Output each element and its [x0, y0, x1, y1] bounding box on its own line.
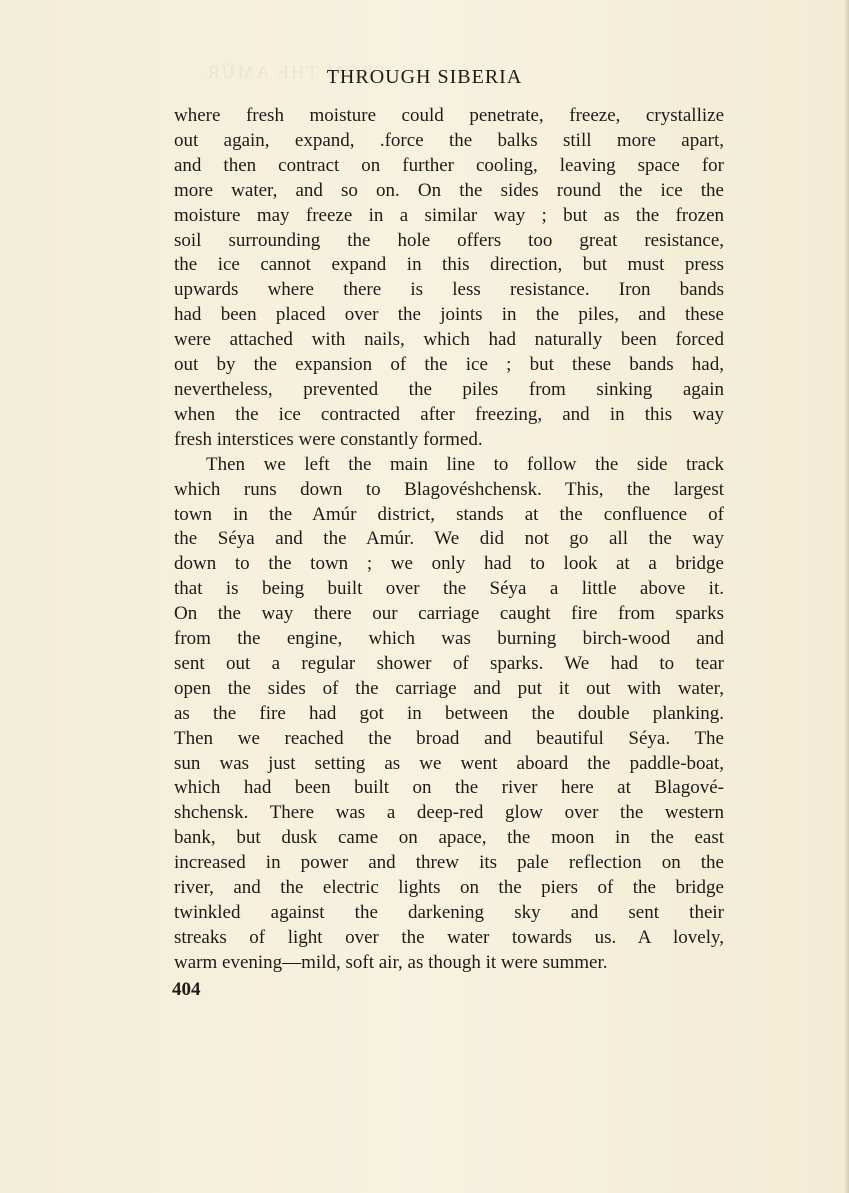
text-line: sent out a regular shower of sparks. We had to tear: [174, 652, 724, 674]
text-line: the ice cannot expand in this direction, but must press: [174, 254, 724, 276]
text-line: warm evening—mild, soft air, as though it were summer.: [174, 951, 608, 973]
show-through-text: FROM THE AMÚR: [205, 62, 386, 82]
text-line: town in the Amúr district, stands at the confluence of: [174, 503, 724, 525]
text-line: the Séya and the Amúr. We did not go all the way: [174, 528, 724, 550]
text-line: fresh interstices were constantly formed.: [174, 428, 483, 450]
text-line: river, and the electric lights on the piers of the bridge: [174, 877, 724, 899]
text-line: which runs down to Blagovéshchensk. This, the largest: [174, 478, 724, 500]
text-line: out by the expansion of the ice ; but these bands had,: [174, 354, 724, 376]
body-text: [174, 104, 724, 976]
text-line: more water, and so on. On the sides round the ice the: [174, 179, 724, 201]
text-line: streaks of light over the water towards us. A lovely,: [174, 926, 724, 948]
text-line: bank, but dusk came on apace, the moon in the east: [174, 827, 724, 849]
text-line: On the way there our carriage caught fire from sparks: [174, 603, 724, 625]
text-line: shchensk. There was a deep-red glow over the western: [174, 802, 724, 824]
text-line: when the ice contracted after freezing, and in this way: [174, 403, 724, 425]
text-line: upwards where there is less resistance. Iron bands: [174, 279, 724, 301]
text-line: Then we reached the broad and beautiful Séya. The: [174, 727, 724, 749]
running-head: THROUGH SIBERIA: [326, 66, 523, 88]
text-line: moisture may freeze in a similar way ; but as the frozen: [174, 204, 724, 226]
text-line: as the fire had got in between the double planking.: [174, 702, 724, 724]
text-line: down to the town ; we only had to look at a bridge: [174, 553, 724, 575]
paragraph: [174, 104, 724, 453]
text-line: where fresh moisture could penetrate, freeze, crystallize: [174, 105, 724, 126]
text-line: sun was just setting as we went aboard the paddle-boat,: [174, 752, 724, 774]
text-line: from the engine, which was burning birch-wood and: [174, 628, 724, 650]
page-edge: [844, 0, 849, 1193]
text-line: and then contract on further cooling, leaving space for: [174, 154, 724, 176]
text-line: that is being built over the Séya a little above it.: [174, 578, 724, 600]
text-line: nevertheless, prevented the piles from sinking again: [174, 378, 724, 400]
paragraph: [174, 453, 724, 976]
text-line: soil surrounding the hole offers too great resistance,: [174, 229, 724, 251]
text-line: had been placed over the joints in the piles, and these: [174, 304, 724, 326]
page-number: 404: [172, 979, 201, 1000]
text-line: Then we left the main line to follow the side track: [206, 453, 724, 475]
text-line: which had been built on the river here at Blagové-: [174, 777, 724, 799]
text-line: twinkled against the darkening sky and sent their: [174, 902, 724, 923]
text-line: out again, expand, .force the balks still more apart,: [174, 129, 724, 151]
text-line: increased in power and threw its pale reflection on the: [174, 852, 724, 874]
text-line: open the sides of the carriage and put it out with water,: [174, 677, 724, 699]
text-line: were attached with nails, which had naturally been forced: [174, 329, 724, 351]
